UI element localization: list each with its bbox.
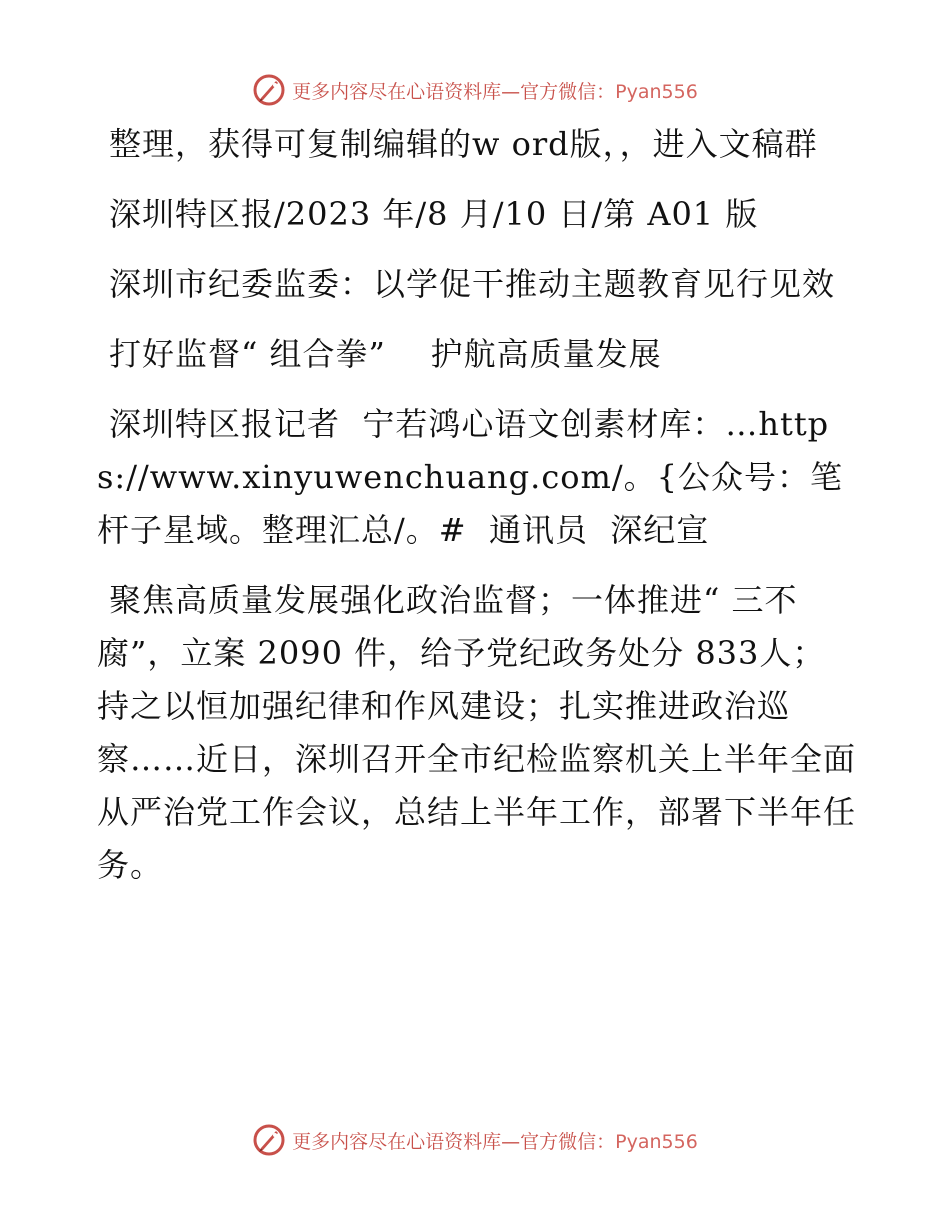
header-banner	[0, 70, 950, 110]
banner-text: 更多内容尽在心语资料库—官方微信：Pyan556	[292, 1130, 698, 1153]
paragraph-intro: 整理，获得可复制编辑的w ord版，，进入文稿群	[109, 125, 818, 163]
quill-pen-logo-icon	[252, 1123, 286, 1157]
document-body	[97, 118, 857, 909]
footer-banner	[0, 1120, 950, 1160]
banner-text: 更多内容尽在心语资料库—官方微信：Pyan556	[292, 80, 698, 103]
paragraph-headline: 深圳市纪委监委：以学促干推动主题教育见行见效	[109, 265, 836, 303]
quill-pen-logo-icon	[252, 73, 286, 107]
paragraph-lead: 聚焦高质量发展强化政治监督；一体推进“ 三不腐”，立案 2090 件，给予党纪政务处分 833人；持之以恒加强纪律和作风建设；扎实推进政治巡察……近日，深圳召开全市纪检监察机关上半年全面从严治党工作会议，总结上半年工作，部署下半年任务。	[97, 581, 857, 884]
paragraph-source: 深圳特区报/2023 年/8 月/10 日/第 A01 版	[109, 195, 759, 233]
paragraph-subheadline: 打好监督“ 组合拳” 护航高质量发展	[109, 335, 662, 373]
paragraph-byline: 深圳特区报记者 宁若鸿心语文创素材库：…https://www.xinyuwenchuang.com/。{公众号：笔杆子星域。整理汇总/。# 通讯员 深纪宣	[97, 405, 843, 549]
